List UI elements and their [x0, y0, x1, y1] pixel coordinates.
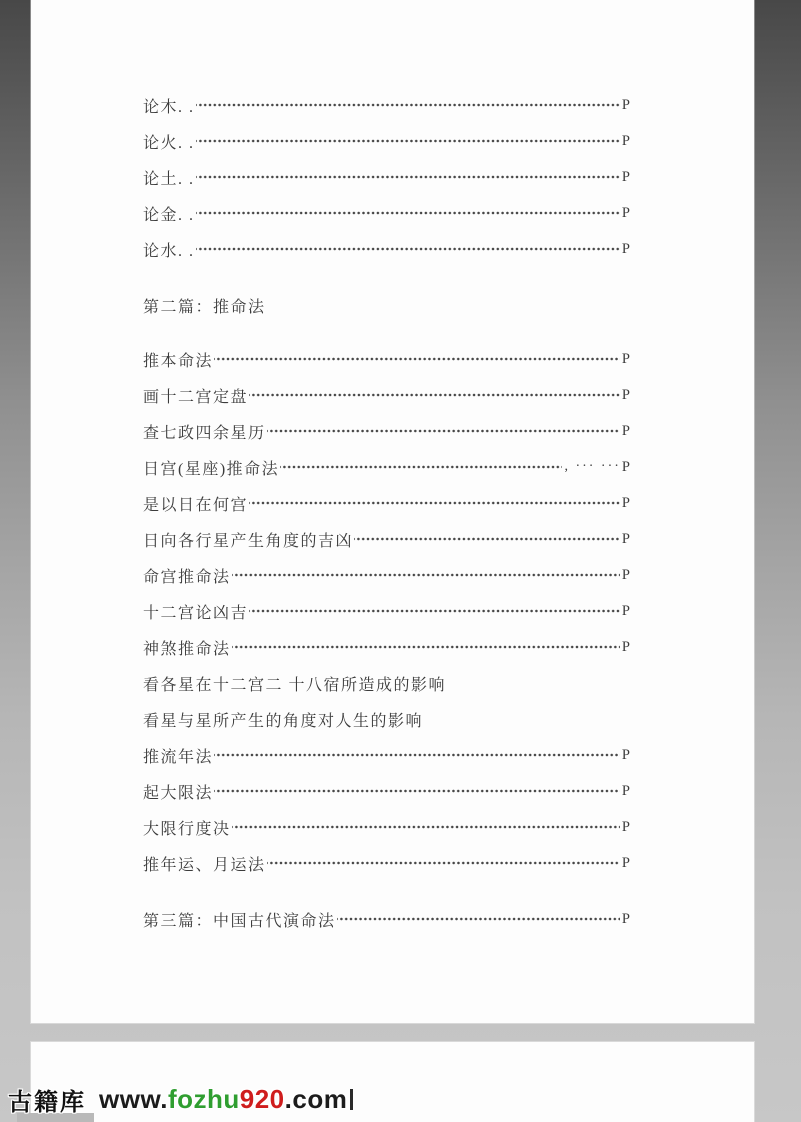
toc-entry [143, 123, 630, 159]
toc-entry-label: 日宫(星座)推命法 [143, 460, 280, 478]
dot-leader [196, 97, 620, 113]
watermark-url-com: .com [284, 1083, 348, 1114]
watermark-artifact-bar [350, 1089, 353, 1110]
toc-entry-page-number: P [621, 96, 630, 113]
toc-heading-label: 第二篇：推命法 [143, 298, 266, 316]
toc-section-heading [143, 901, 630, 937]
toc-entry-page-number: P [621, 566, 630, 583]
toc-entry-label: 论金. . [143, 206, 195, 224]
toc-entry-label: 推年运、月运法 [143, 856, 266, 874]
toc-entry-page-number: P [621, 458, 630, 475]
dot-leader [232, 639, 620, 655]
toc-entry [143, 195, 630, 231]
toc-entry-page-number: P [621, 910, 630, 927]
toc-entry [143, 485, 630, 521]
toc-entry-label: 起大限法 [143, 784, 214, 802]
toc-entry-page-number: P [621, 386, 630, 403]
toc-entry-label: 神煞推命法 [143, 640, 231, 658]
watermark-url-920: 920 [239, 1083, 285, 1114]
toc-entry-page-number: P [621, 602, 630, 619]
toc-entry-tail: , ··· ··· [564, 459, 621, 474]
dot-leader [196, 241, 620, 257]
watermark-url-fozhu: fozhu [167, 1083, 240, 1114]
toc-entry-label: 十二宫论凶吉 [143, 604, 249, 622]
dot-leader [196, 169, 620, 185]
toc-entry-label: 论土. . [143, 170, 195, 188]
toc-entry [143, 701, 630, 737]
toc-entry-page-number: P [621, 638, 630, 655]
dot-leader [354, 531, 620, 547]
toc-entry [143, 773, 630, 809]
toc-entry-label: 日向各行星产生角度的吉凶 [143, 532, 354, 550]
toc-entry [143, 845, 630, 881]
toc-entry-label: 命宫推命法 [143, 568, 231, 586]
toc-entry [143, 341, 630, 377]
dot-leader [249, 495, 620, 511]
dot-leader [249, 387, 620, 403]
toc-entry-page-number: P [621, 530, 630, 547]
toc-entry-page-number: P [621, 854, 630, 871]
toc-entry-page-number: P [621, 168, 630, 185]
dot-leader [249, 603, 620, 619]
toc-entry-label: 是以日在何宫 [143, 496, 249, 514]
toc-entry-label: 画十二宫定盘 [143, 388, 249, 406]
toc-entry [143, 377, 630, 413]
toc-entry-page-number: P [621, 782, 630, 799]
dot-leader [214, 783, 620, 799]
page-1 [31, 0, 754, 1023]
dot-leader [267, 423, 620, 439]
toc-entry-page-number: P [621, 240, 630, 257]
dot-leader [214, 351, 620, 367]
toc-entry [143, 87, 630, 123]
dot-leader [232, 567, 620, 583]
toc-entry [143, 159, 630, 195]
toc-entry-page-number: P [621, 494, 630, 511]
toc-entry-page-number: P [621, 422, 630, 439]
toc-entry-label: 推本命法 [143, 352, 214, 370]
toc-entry [143, 231, 630, 267]
table-of-contents [143, 87, 630, 955]
watermark-url-www: www. [99, 1083, 168, 1114]
toc-entry-page-number: P [621, 350, 630, 367]
toc-entry [143, 665, 630, 701]
toc-entry-page-number: P [621, 204, 630, 221]
toc-entry [143, 449, 630, 485]
toc-entry-label: 看星与星所产生的角度对人生的影响 [143, 712, 424, 730]
dot-leader [280, 459, 562, 475]
toc-entry [143, 737, 630, 773]
watermark [8, 1082, 353, 1116]
dot-leader [232, 819, 620, 835]
watermark-url [99, 1084, 347, 1115]
toc-entry-label: 论火. . [143, 134, 195, 152]
watermark-site-name: 古籍库 [8, 1088, 86, 1116]
dot-leader [196, 205, 620, 221]
toc-entry [143, 593, 630, 629]
dot-leader [337, 911, 620, 927]
toc-entry-page-number: P [621, 818, 630, 835]
toc-entry-label: 查七政四余星历 [143, 424, 266, 442]
toc-section-heading [143, 287, 630, 323]
toc-entry [143, 557, 630, 593]
toc-entry-label: 论水. . [143, 242, 195, 260]
toc-entry-page-number: P [621, 132, 630, 149]
toc-heading-label: 第三篇：中国古代演命法 [143, 912, 336, 930]
toc-entry-label: 推流年法 [143, 748, 214, 766]
dot-leader [267, 855, 620, 871]
toc-entry [143, 629, 630, 665]
toc-entry-label: 大限行度决 [143, 820, 231, 838]
toc-entry-label: 看各星在十二宫二 十八宿所造成的影响 [143, 676, 447, 694]
toc-entry [143, 809, 630, 845]
dot-leader [196, 133, 620, 149]
dot-leader [214, 747, 620, 763]
toc-entry-label: 论木. . [143, 98, 195, 116]
toc-entry [143, 413, 630, 449]
toc-entry-page-number: P [621, 746, 630, 763]
toc-entry [143, 521, 630, 557]
